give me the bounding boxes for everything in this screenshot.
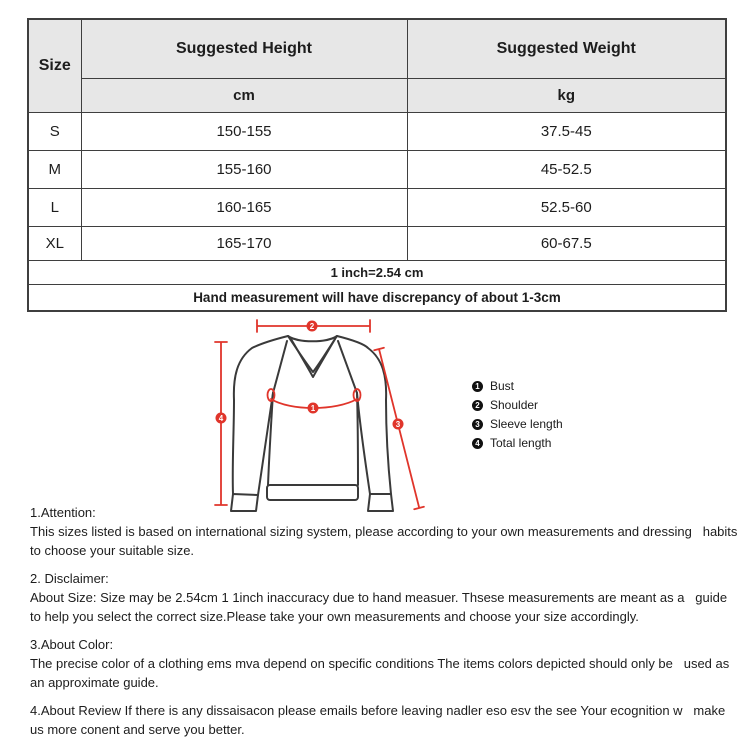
legend-number-icon: 2 [472, 400, 483, 411]
note-heading: 2. Disclaimer: [30, 571, 109, 586]
weight-m: 45-52.5 [407, 150, 726, 188]
note-section-about-review [30, 701, 742, 739]
sweater-outline [231, 336, 393, 511]
sleeve-marker-number: 3 [395, 420, 401, 429]
table-row-m [28, 150, 726, 188]
note-line: to help you select the correct size.Please take your own measurements and choose your size accordingly. [30, 609, 639, 624]
legend-label-sleeve-length: Sleeve length [490, 417, 563, 431]
size-xl: XL [28, 226, 81, 260]
height-m: 155-160 [81, 150, 407, 188]
legend-item-bust [472, 377, 563, 395]
notes-block [30, 503, 742, 748]
sweater-measurement-diagram [140, 315, 480, 525]
legend-label-bust: Bust [490, 379, 515, 393]
total-length-marker-number: 4 [218, 414, 224, 423]
header-unit-cm: cm [81, 78, 407, 112]
header-unit-kg: kg [407, 78, 726, 112]
table-row-l [28, 188, 726, 226]
height-l: 160-165 [81, 188, 407, 226]
inch-conversion-note: 1 inch=2.54 cm [28, 260, 726, 284]
header-suggested-height: Suggested Height [81, 19, 407, 78]
measurement-lines [215, 320, 424, 509]
weight-l: 52.5-60 [407, 188, 726, 226]
legend-label-shoulder: Shoulder [490, 398, 539, 412]
legend-item-sleeve-length [472, 415, 563, 433]
note-section-disclaimer [30, 569, 742, 626]
note-line: 4.About Review If there is any dissaisacon please emails before leaving nadler eso esv the see Your ecognition w make [30, 703, 726, 718]
size-s: S [28, 112, 81, 150]
header-suggested-weight: Suggested Weight [407, 19, 726, 78]
note-line: an approximate guide. [30, 675, 159, 690]
note-section-about-color [30, 635, 742, 692]
note-section-attention [30, 503, 742, 560]
weight-s: 37.5-45 [407, 112, 726, 150]
height-xl: 165-170 [81, 226, 407, 260]
hand-measurement-note: Hand measurement will have discrepancy of about 1-3cm [28, 284, 726, 311]
table-row-s [28, 112, 726, 150]
size-m: M [28, 150, 81, 188]
note-line: to choose your suitable size. [30, 543, 195, 558]
weight-xl: 60-67.5 [407, 226, 726, 260]
legend-item-shoulder [472, 396, 563, 414]
height-s: 150-155 [81, 112, 407, 150]
table-row-xl [28, 226, 726, 260]
size-table [27, 18, 727, 312]
legend-number-icon: 4 [472, 438, 483, 449]
note-line: This sizes listed is based on international sizing system, please according to your own measurements and dressing habits [30, 524, 738, 539]
legend-label-total-length: Total length [490, 436, 552, 450]
legend-number-icon: 3 [472, 419, 483, 430]
bust-marker-number: 1 [310, 404, 316, 413]
measurement-markers [216, 321, 404, 430]
note-line: About Size: Size may be 2.54cm 1 1inch inaccuracy due to hand measuer. Thsese measurements are meant as a guide [30, 590, 728, 605]
note-line: us more conent and serve you better. [30, 722, 245, 737]
note-heading: 3.About Color: [30, 637, 114, 652]
shoulder-marker-number: 2 [309, 322, 315, 331]
size-l: L [28, 188, 81, 226]
note-heading: 1.Attention: [30, 505, 96, 520]
legend-item-total-length [472, 434, 563, 452]
measurement-legend [472, 377, 563, 453]
header-size: Size [28, 19, 81, 112]
legend-number-icon: 1 [472, 381, 483, 392]
note-line: The precise color of a clothing ems mva depend on specific conditions The items colors depicted should only be used as [30, 656, 730, 671]
